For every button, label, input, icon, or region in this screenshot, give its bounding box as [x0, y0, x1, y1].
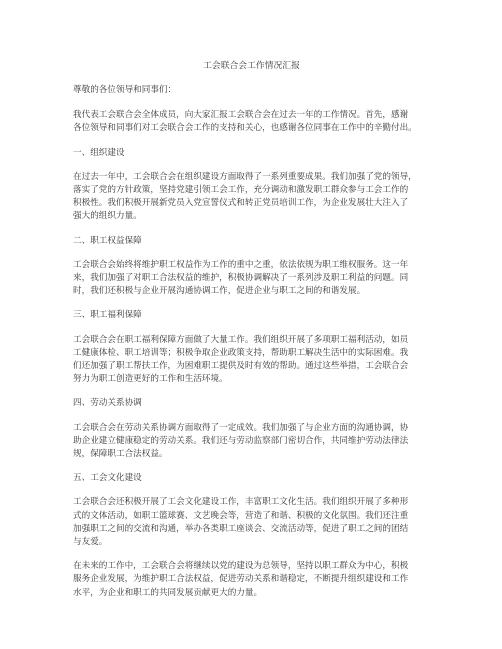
paragraph-line: 服务企业发展，为维护职工合法权益，促进劳动关系和谐稳定，不断提升组织建设和工作 [73, 574, 409, 585]
paragraph-line: 工健康体检、职工培训等；积极争取企业政策支持，帮助职工解决生活中的实际困难。我 [73, 347, 409, 358]
paragraph-line: 落实了党的方针政策，坚持党建引领工会工作，充分调动和激发职工群众参与工会工作的 [73, 185, 409, 196]
paragraph-line: 来，我们加强了对职工合法权益的维护，积极协调解决了一系列涉及职工利益的问题。同 [73, 273, 409, 284]
paragraph-line: 工会联合会在职工福利保障方面做了大量工作。我们组织开展了多项职工福利活动，如员 [73, 334, 409, 345]
paragraph-line: 在过去一年中，工会联合会在组织建设方面取得了一系列重要成果。我们加强了党的领导， [73, 171, 417, 182]
paragraph-line: 时，我们还积极与企业开展沟通协调工作，促进企业与职工之间的和谐发展。 [73, 286, 366, 297]
paragraph-line: 在未来的工作中，工会联合会将继续以党的建设为总领导，坚持以职工群众为中心，积极 [73, 561, 409, 572]
intro-line: 我代表工会联合会全体成员，向大家汇报工会联合会在过去一年的工作情况。首先，感谢 [73, 110, 409, 121]
paragraph-line: 加强职工之间的交流和沟通，举办各类职工座谈会、交流活动等，促进了职工之间的团结 [73, 523, 409, 534]
section-heading-culture: 五、工会文化建设 [73, 473, 142, 484]
paragraph-line: 强大的组织力量。 [73, 211, 142, 222]
paragraph-line: 式的文体活动，如职工篮球赛、文艺晚会等，营造了和谐、积极的文化氛围。我们还注重 [73, 510, 409, 521]
section-paragraph-rights [73, 259, 430, 299]
paragraph-line: 工会联合会在劳动关系协调方面取得了一定成效。我们加强了与企业方面的沟通协调，协 [73, 422, 409, 433]
paragraph-line: 工会联合会还积极开展了工会文化建设工作，丰富职工文化生活。我们组织开展了多种形 [73, 497, 409, 508]
section-paragraph-culture [73, 496, 430, 549]
paragraph-line: 们还加强了职工帮扶工作，为困难职工提供及时有效的帮助。通过这些举措，工会联合会 [73, 361, 409, 372]
section-heading-rights: 二、职工权益保障 [73, 235, 142, 246]
greeting: 尊敬的各位领导和同事们： [73, 85, 177, 95]
paragraph-line: 规，保障职工合法权益。 [73, 449, 168, 460]
paragraph-line: 工会联合会始终将维护职工权益作为工作的重中之重，依法依规为职工维权服务。这一年 [73, 259, 409, 270]
section-heading-welfare: 三、职工福利保障 [73, 310, 142, 321]
section-heading-labor-relations: 四、劳动关系协调 [73, 398, 142, 409]
section-paragraph-organization [73, 171, 430, 224]
paragraph-line: 与友爱。 [73, 537, 108, 548]
paragraph-line: 助企业建立健康稳定的劳动关系。我们还与劳动监察部门密切合作，共同维护劳动法律法 [73, 435, 409, 446]
document-title: 工会联合会工作情况汇报 [203, 61, 300, 71]
paragraph-line: 努力为职工创造更好的工作和生活环境。 [73, 374, 228, 385]
intro-paragraph [73, 109, 430, 135]
section-paragraph-labor-relations [73, 422, 430, 462]
paragraph-line: 积极性。我们积极开展新党员入党宣誓仪式和转正党员培训工作，为企业发展壮大注入了 [73, 198, 409, 209]
paragraph-line: 水平，为企业和职工的共同发展贡献更大的力量。 [73, 587, 263, 598]
section-heading-organization: 一、组织建设 [73, 147, 125, 158]
intro-line: 各位领导和同事们对工会联合会工作的支持和关心，也感谢各位同事在工作中的辛勤付出。 [73, 123, 417, 134]
section-paragraph-welfare [73, 334, 430, 387]
closing-paragraph [73, 560, 430, 600]
